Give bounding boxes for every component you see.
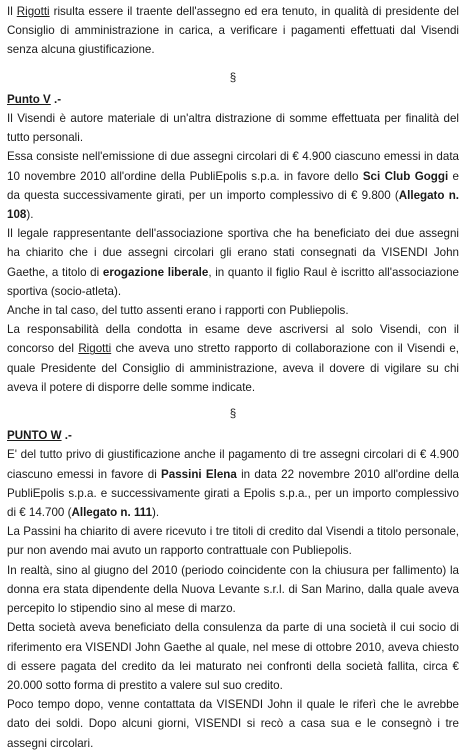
punto-v-paragraph-3 bbox=[7, 224, 459, 301]
section-mark: § bbox=[229, 70, 237, 84]
heading-suffix: .- bbox=[61, 429, 72, 443]
text-span: La responsabilità della condotta in esame deve ascriversi al solo Visendi, con il concorso del bbox=[7, 323, 459, 356]
punto-w-paragraph-3: In realtà, sino al giugno del 2010 (periodo coincidente con la chiusura per fallimento) la donna era stata dipendente della Nuova Levante s.r.l. di San Marino, dalla quale aveva percepito lo stipendio sino al mese di marzo. bbox=[7, 563, 459, 616]
bold-erogazione-liberale: erogazione liberale bbox=[102, 265, 209, 279]
text-span: E' del tutto privo di giustificazione anche il pagamento di tre assegni circolari di € 4.900 ciascuno emessi in favore di bbox=[7, 448, 459, 481]
bold-allegato-108: Allegato n. 108 bbox=[7, 188, 459, 222]
bold-allegato-111: Allegato n. 111 bbox=[71, 506, 153, 520]
punto-w-paragraph-5: Poco tempo dopo, venne contattata da VISENDI John il quale le riferì che le avrebbe dato dei soldi. Dopo alcuni giorni, VISENDI si recò a casa sua e le consegnò i tre assegni circolari. bbox=[7, 698, 459, 750]
punto-v-paragraph-2 bbox=[7, 147, 459, 224]
bold-passini-elena: Passini Elena bbox=[161, 467, 237, 481]
punto-v-heading bbox=[7, 90, 459, 109]
section-mark: § bbox=[229, 407, 237, 421]
text-span: risulta essere il traente dell'assegno ed era tenuto, in qualità di presidente del Consiglio di amministrazione in carica, a verificare i pagamenti effettuati dal Visendi senza alcuna giustificazione. bbox=[7, 5, 459, 57]
text-span: in data 22 novembre 2010 all'ordine della PubliEpolis s.p.a. e successivamente girati a Epolis s.p.a., per un importo complessivo di € 14.700 ( bbox=[7, 467, 459, 520]
punto-v-paragraph-1: Il Visendi è autore materiale di un'altra distrazione di somme effettuata per finalità del tutto personali. bbox=[7, 112, 459, 145]
punto-w-paragraph-4: Detta società aveva beneficiato della consulenza da parte di una società il cui socio di riferimento era VISENDI John Gaethe al quale, nel mese di ottobre 2010, aveva chiesto di essere pagata del credito da lei maturato nei confronti della società fallita, circa € 20.000 sotto forma di prestito a valere sul suo credito. bbox=[7, 621, 459, 692]
punto-w-paragraph-1 bbox=[7, 445, 459, 522]
text-span: Il bbox=[7, 5, 13, 18]
text-span: ). bbox=[152, 506, 160, 520]
text-span: Essa consiste nell'emissione di due assegni circolari di € 4.900 ciascuno emessi in data 10 novembre 2010 all'ordine della PubliEpolis s.p.a. in favore dello bbox=[7, 150, 459, 183]
text-span: che aveva uno stretto rapporto di collaborazione con il Visendi e, quale Presidente del Consiglio di amministrazione, aveva il dovere di vigilare su chi aveva il potere di disporre delle somme indicate. bbox=[7, 342, 459, 394]
text-span: Il legale rappresentante dell'associazione sportiva che ha beneficiato dei due assegni ha chiarito che i due assegni circolari gli erano stati consegnati da VISENDI John Gaethe, a titolo di bbox=[7, 227, 459, 279]
intro-paragraph bbox=[7, 2, 459, 60]
punto-w-paragraph-2: La Passini ha chiarito di avere ricevuto i tre titoli di credito dal Visendi a titolo personale, pur non avendo mai avuto un rapporto contrattuale con Publiepolis. bbox=[7, 525, 459, 558]
punto-v-title: Punto V bbox=[7, 92, 51, 106]
document-body bbox=[7, 2, 459, 753]
text-span: , in quanto il figlio Raul è iscritto all'associazione sportiva (socio-atleta). bbox=[7, 265, 459, 298]
punto-w-heading bbox=[7, 426, 459, 445]
underlined-name-rigotti: Rigotti bbox=[16, 5, 50, 18]
bold-sci-club-goggi: Sci Club Goggi bbox=[362, 169, 449, 183]
underlined-name-rigotti: Rigotti bbox=[78, 342, 112, 356]
text-span: ). bbox=[26, 208, 34, 222]
punto-v-paragraph-4: Anche in tal caso, del tutto assenti erano i rapporti con Publiepolis. bbox=[7, 304, 349, 318]
punto-v-paragraph-5 bbox=[7, 320, 459, 397]
punto-w-title: PUNTO W bbox=[7, 429, 62, 443]
heading-suffix: .- bbox=[50, 92, 62, 106]
text-span: e da questa successivamente girati, per un importo complessivo di € 9.800 ( bbox=[7, 169, 460, 202]
